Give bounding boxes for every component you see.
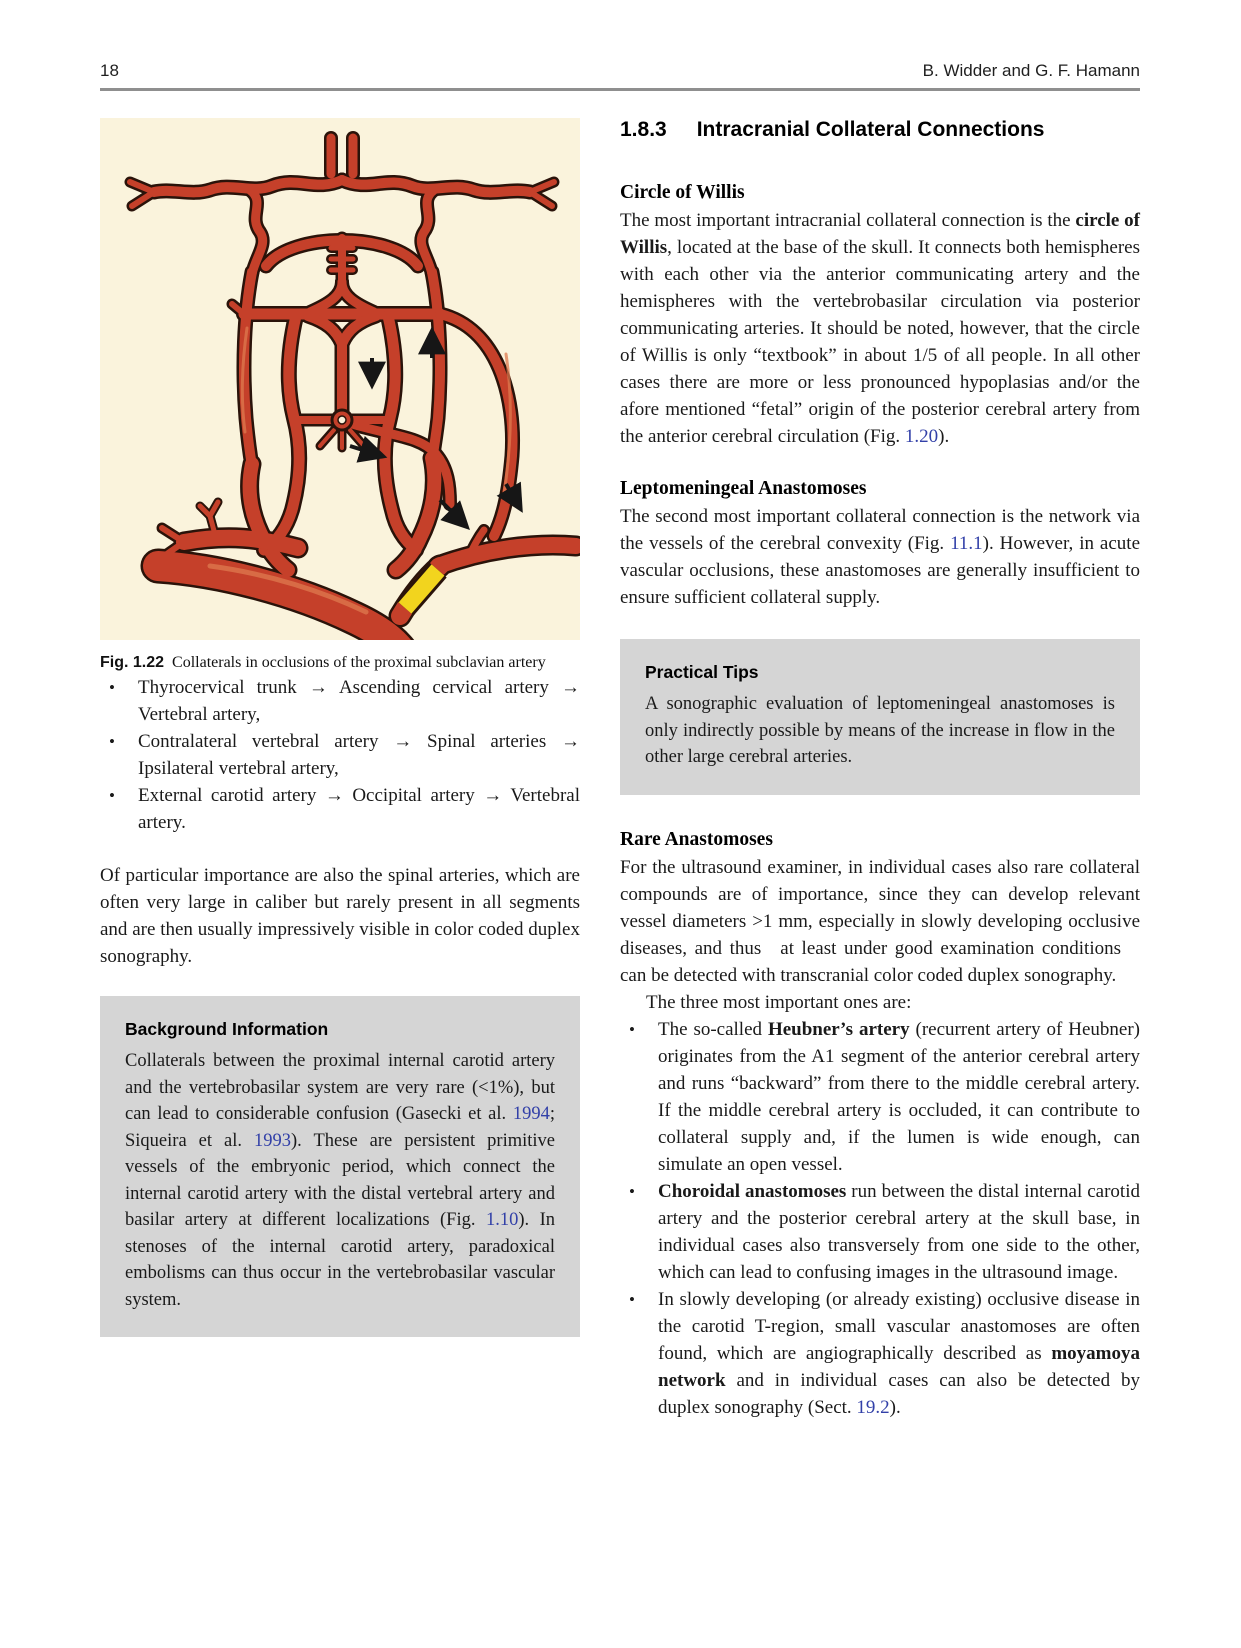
section-heading [620, 118, 1140, 142]
text-segment: The so-called [658, 1018, 768, 1040]
list-item-text: Thyrocervical trunk → Ascending cervical artery → Vertebral artery, [138, 677, 580, 725]
bold-term: Choroidal anastomoses [658, 1180, 847, 1202]
list-item [620, 1016, 1140, 1178]
text-segment: The most important intracranial collateral connection is the [620, 210, 1076, 231]
subheading-rare-anastomoses: Rare Anastomoses [620, 828, 773, 850]
section-number: 1.8.3 [620, 118, 667, 141]
subheading-circle-of-willis: Circle of Willis [620, 182, 745, 203]
right-column [620, 118, 1140, 1421]
list-item [100, 728, 580, 782]
text-segment: ). In stenoses of the internal carotid artery, paradoxical embolisms can thus occur in the vertebrobasilar vascular system. [125, 1210, 555, 1310]
text-segment: ). [889, 1396, 901, 1418]
bullet-dot: • [629, 1181, 635, 1201]
practical-tips-title: Practical Tips [645, 662, 759, 682]
figure-caption [100, 652, 580, 674]
section-link-19-2[interactable]: 19.2 [856, 1396, 890, 1418]
bold-term: Heubner’s artery [767, 1018, 910, 1040]
subheading-leptomeningeal: Leptomeningeal Anastomoses [620, 478, 867, 499]
text-segment: and in individual cases can also be detected by duplex sonography (Sect. [658, 1369, 1140, 1418]
figure-1-22-diagram [100, 118, 580, 640]
anastomosis-lumen [338, 416, 346, 424]
list-item [100, 782, 580, 836]
text-segment: The second most important collateral connection is the network via the vessels of the cerebral convexity (Fig. [620, 506, 1140, 554]
left-column [100, 118, 580, 1421]
section-title: Intracranial Collateral Connections [696, 118, 1045, 141]
list-item-text: Contralateral vertebral artery → Spinal arteries → Ipsilateral vertebral artery, [138, 731, 580, 779]
text-segment: , located at the base of the skull. It connects both hemispheres with each other via the anterior communicating artery and the hemispheres with the vertebrobasilar circulation via posterior communicating arteries. It should be noted, however, that the circle of Willis is only “textbook” in about 1/5 of all people. In all other cases there are more or less pronounced hypoplasias and/or the afore mentioned “fetal” origin of the posterior cerebral artery from the anterior cerebral circulation (Fig. [620, 237, 1140, 447]
bullet-dot: • [109, 786, 115, 805]
background-info-box [100, 996, 580, 1337]
figure-caption-text: Collaterals in occlusions of the proximal subclavian artery [172, 654, 546, 671]
leptomeningeal-paragraph [620, 503, 1140, 611]
background-info-title: Background Information [125, 1019, 329, 1039]
text-segment: ). However, in acute vascular occlusions, these anastomoses are generally insufficient to ensure sufficient collateral supply. [620, 533, 1141, 608]
background-info-body [125, 1048, 555, 1313]
text-segment: ). [938, 426, 950, 447]
bold-term: moyamoya network [658, 1342, 1140, 1391]
list-item [620, 1286, 1140, 1421]
practical-tips-body: A sonographic evaluation of leptomeningeal anastomoses is only indirectly possible by means of the increase in flow in the other large cerebral arteries. [645, 694, 1115, 767]
list-item [620, 1178, 1140, 1286]
figure-image [100, 118, 580, 640]
bullet-dot: • [629, 1289, 635, 1309]
bullet-dot: • [109, 678, 115, 697]
reference-link-1993[interactable]: 1993 [254, 1130, 292, 1151]
list-item-text: External carotid artery → Occipital artery → Vertebral artery. [138, 785, 580, 833]
text-segment: (recurrent artery of Heubner) originates from the A1 segment of the anterior cerebral artery and runs “backward” from there to the middle cerebral artery. If the middle cerebral artery is occluded, it can contribute to collateral supply and, if the lumen is wide enough, can simulate an open vessel. [658, 1018, 1140, 1175]
figure-link-11-1[interactable]: 11.1 [950, 533, 983, 554]
three-most-important-line: The three most important ones are: [646, 991, 912, 1013]
page-header [100, 60, 1140, 82]
figure-link-1-20[interactable]: 1.20 [904, 426, 939, 447]
running-authors: B. Widder and G. F. Hamann [922, 61, 1140, 80]
text-segment: ; Siqueira et al. [125, 1104, 555, 1151]
spinal-arteries-paragraph: Of particular importance are also the spinal arteries, which are often very large in caliber but rarely present in all segments and are then usually impressively visible in color coded duplex sonography. [100, 865, 580, 967]
text-segment: In slowly developing (or already existing) occlusive disease in the carotid T-region, small vascular anastomoses are often found, which are angiographically described as [658, 1288, 1140, 1364]
text-segment: Collaterals between the proximal internal carotid artery and the vertebrobasilar system are very rare (<1%), but can lead to considerable confusion (Gasecki et al. [125, 1051, 555, 1124]
figure-1-22 [100, 118, 580, 674]
practical-tips-box [620, 639, 1140, 795]
bullet-dot: • [109, 732, 115, 751]
two-column-layout [100, 118, 1140, 1421]
list-item [100, 674, 580, 728]
rare-anastomoses-paragraph: For the ultrasound examiner, in individual cases also rare collateral compounds are of importance, since they can develop relevant vessel diameters >1 mm, especially in slowly developing occlusive diseases, and thus at least under good examination conditions can be detected with transcranial color coded duplex sonography. [620, 856, 1140, 986]
text-segment: run between the distal internal carotid artery and the posterior cerebral artery at the skull base, in individual cases also transversely from one side to the other, which can lead to confusing images in the ultrasound image. [658, 1180, 1140, 1283]
header-rule [100, 88, 1140, 91]
figure-caption-label: Fig. 1.22 [100, 654, 165, 671]
bullet-dot: • [629, 1019, 635, 1039]
reference-link-1994[interactable]: 1994 [512, 1104, 550, 1124]
rare-anastomoses-list [620, 1016, 1140, 1421]
collateral-routes-list [100, 674, 580, 836]
bold-term: circle of Willis [620, 210, 1140, 258]
text-segment: ). These are persistent primitive vessels of the embryonic period, which connect the internal carotid artery with the distal vertebral artery and basilar artery at different localizations (Fig. [125, 1130, 555, 1230]
circle-of-willis-paragraph [620, 207, 1140, 450]
figure-link-1-10[interactable]: 1.10 [485, 1210, 519, 1230]
page-number: 18 [100, 61, 119, 80]
